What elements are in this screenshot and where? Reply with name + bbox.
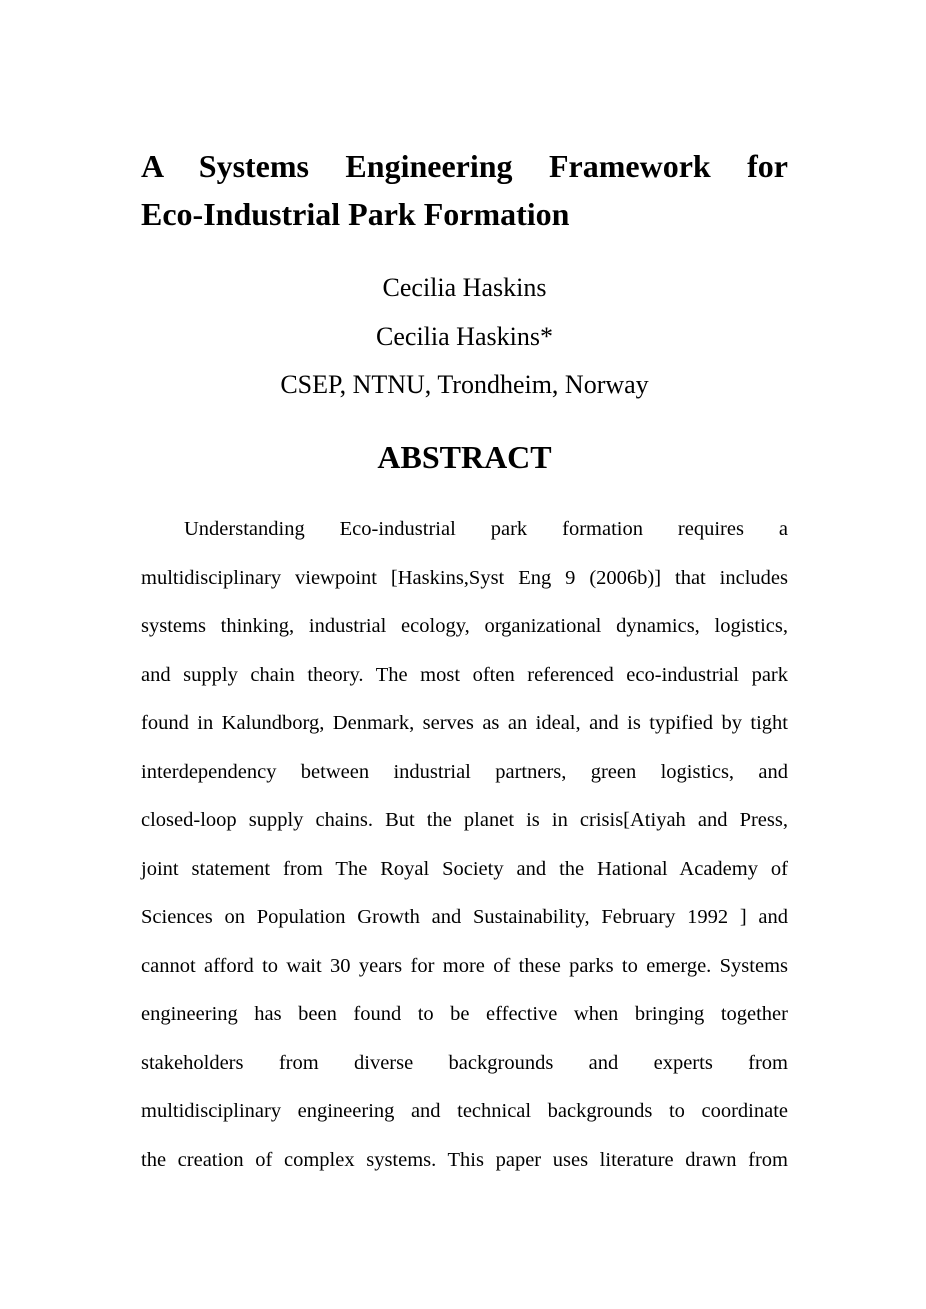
abstract-line: the creation of complex systems. This paper uses literature drawn from	[141, 1148, 788, 1171]
abstract-line: closed-loop supply chains. But the planet is in crisis[Atiyah and Press,	[141, 809, 788, 831]
abstract-line: multidisciplinary engineering and technical backgrounds to coordinate	[141, 1100, 788, 1122]
abstract-line: cannot afford to wait 30 years for more of these parks to emerge. Systems	[141, 954, 788, 977]
abstract-heading: ABSTRACT	[377, 439, 552, 475]
abstract-body	[141, 505, 788, 1184]
abstract-line: interdependency between industrial partners, green logistics, and	[141, 760, 788, 783]
paper-title	[141, 142, 788, 238]
abstract-line: engineering has been found to be effective when bringing together	[141, 1003, 788, 1025]
title-line-1: A Systems Engineering Framework for	[141, 148, 788, 184]
author-block	[141, 264, 788, 410]
abstract-line: multidisciplinary viewpoint [Haskins,Syst Eng 9 (2006b)] that includes	[141, 566, 788, 589]
abstract-line: systems thinking, industrial ecology, organizational dynamics, logistics,	[141, 615, 788, 637]
abstract-line: Understanding Eco-industrial park formation requires a	[184, 518, 788, 540]
title-line-2: Eco-Industrial Park Formation	[141, 196, 570, 232]
author-affiliation: CSEP, NTNU, Trondheim, Norway	[280, 370, 649, 399]
abstract-line: and supply chain theory. The most often referenced eco-industrial park	[141, 663, 788, 686]
author-name: Cecilia Haskins	[382, 273, 547, 302]
abstract-line: stakeholders from diverse backgrounds and experts from	[141, 1051, 788, 1074]
author-name-with-mark: Cecilia Haskins*	[376, 321, 553, 351]
abstract-line: joint statement from The Royal Society and the Hational Academy of	[141, 857, 788, 880]
abstract-line: found in Kalundborg, Denmark, serves as an ideal, and is typified by tight	[141, 712, 788, 734]
abstract-line: Sciences on Population Growth and Sustainability, February 1992 ] and	[141, 906, 788, 928]
